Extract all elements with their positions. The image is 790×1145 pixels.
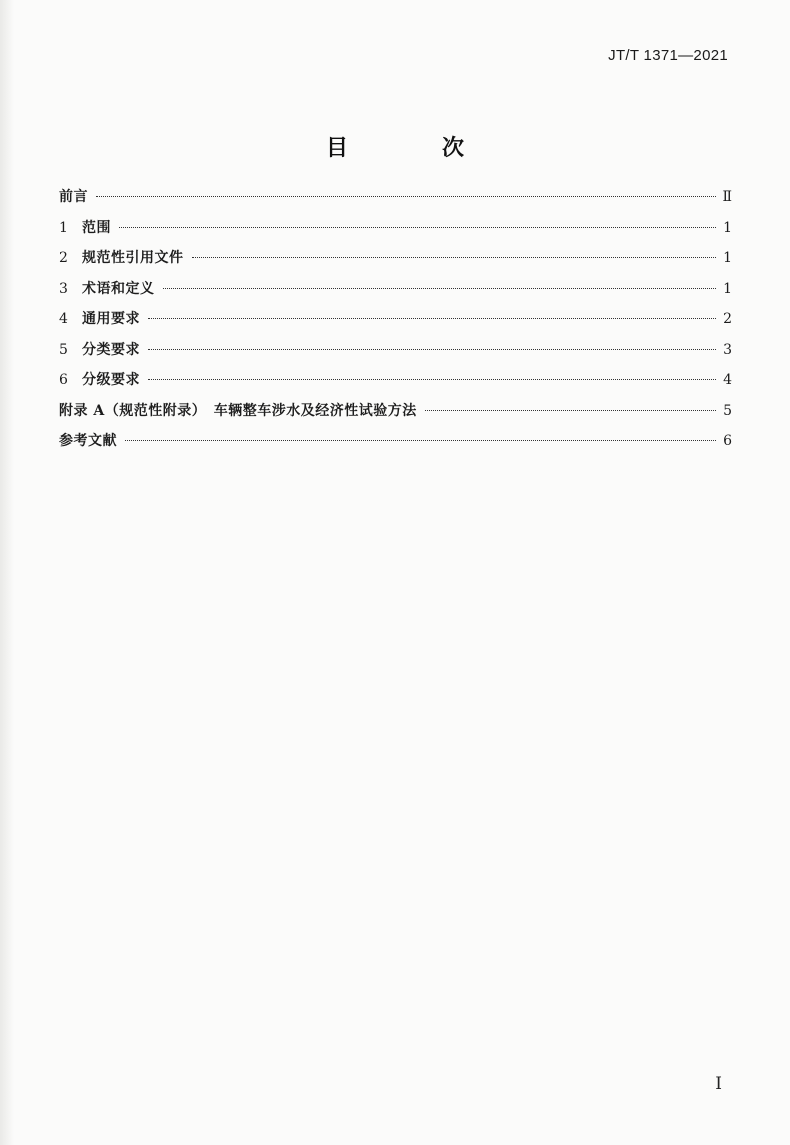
toc-entry-general-requirements[interactable]	[59, 308, 732, 339]
toc-entry-number: 4	[59, 311, 68, 327]
toc-dot-leader	[119, 227, 716, 228]
toc-entry-annex-a[interactable]	[59, 400, 732, 431]
toc-entry-classification-requirements[interactable]	[59, 339, 732, 370]
toc-entry-number: 2	[59, 250, 68, 266]
toc-entry-number: 3	[59, 280, 68, 297]
toc-entry-terms[interactable]	[59, 278, 732, 309]
toc-entry-page: 2	[723, 311, 732, 327]
toc-entry-page: Ⅱ	[722, 189, 732, 205]
toc-entry-page: 1	[723, 250, 732, 266]
toc-dot-leader	[96, 196, 716, 197]
toc-entry-normative-references[interactable]	[59, 247, 732, 278]
toc-entry-bibliography[interactable]	[59, 430, 732, 461]
toc-entry-title: 分级要求	[82, 372, 140, 388]
page-edge-shadow	[0, 0, 14, 1145]
toc-dot-leader	[148, 379, 716, 380]
toc-entry-title: 规范性引用文件	[82, 250, 184, 266]
toc-entry-title: 通用要求	[82, 311, 140, 327]
toc-entry-title: 术语和定义	[82, 280, 155, 297]
toc-entry-page: 1	[723, 280, 732, 297]
standard-code: JT/T 1371—2021	[608, 47, 728, 64]
table-of-contents	[59, 186, 732, 461]
toc-dot-leader	[163, 288, 717, 289]
toc-entry-page: 6	[723, 433, 732, 449]
toc-entry-title: 范围	[82, 219, 111, 236]
toc-dot-leader	[192, 257, 717, 258]
toc-entry-title: 前言	[59, 189, 88, 205]
toc-entry-preface[interactable]	[59, 186, 732, 217]
toc-entry-page: 4	[723, 372, 732, 388]
page-number: I	[715, 1074, 722, 1094]
toc-entry-title: 参考文献	[59, 433, 117, 449]
toc-entry-page: 1	[723, 219, 732, 236]
toc-entry-number: 5	[59, 341, 68, 358]
toc-entry-title: 附录 A（规范性附录） 车辆整车涉水及经济性试验方法	[59, 402, 417, 419]
toc-entry-grading-requirements[interactable]	[59, 369, 732, 400]
toc-dot-leader	[425, 410, 716, 411]
page-title: 目 次	[325, 135, 500, 161]
toc-dot-leader	[148, 318, 716, 319]
toc-entry-title: 分类要求	[82, 341, 140, 358]
toc-entry-scope[interactable]	[59, 217, 732, 248]
toc-entry-page: 5	[723, 402, 732, 419]
toc-entry-page: 3	[723, 341, 732, 358]
toc-dot-leader	[125, 440, 716, 441]
toc-dot-leader	[148, 349, 716, 350]
toc-entry-number: 6	[59, 372, 68, 388]
toc-entry-number: 1	[59, 219, 68, 236]
